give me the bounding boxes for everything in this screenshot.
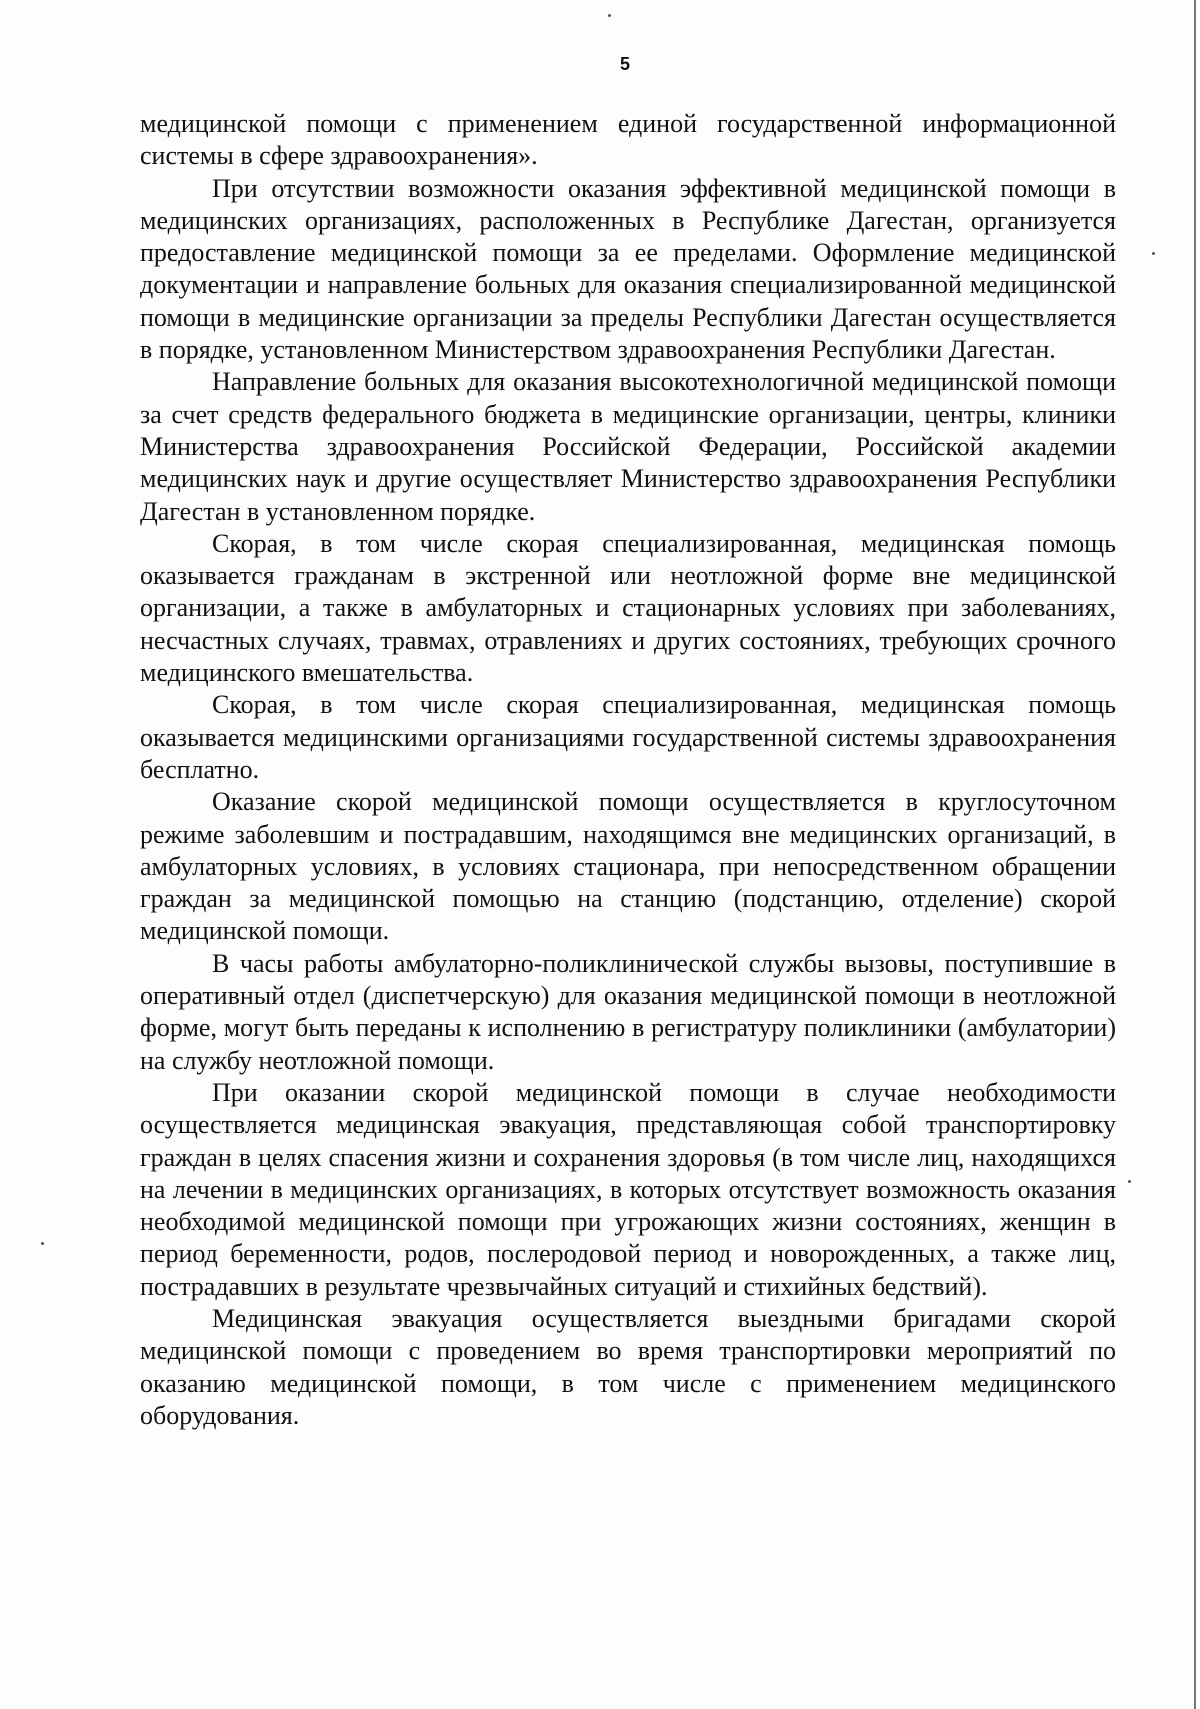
document-body — [140, 108, 1116, 1432]
paragraph: Направление больных для оказания высокотехнологичной медицинской помощи за счет средств федерального бюджета в медицинские организации, центры, клиники Министерства здравоохранения Российской Федерации, Российской академии медицинских наук и другие осуществляет Министерство здравоохранения Республики Дагестан в установленном порядке. — [140, 367, 1116, 526]
paragraph: медицинской помощи с применением единой государственной информационной системы в сфере здравоохранения». — [140, 109, 1116, 171]
paragraph: Скорая, в том числе скорая специализированная, медицинская помощь оказывается гражданам в экстренной или неотложной форме вне медицинской организации, а также в амбулаторных и стационарных условиях при заболеваниях, несчастных случаях, травмах, отравлениях и других состояниях, требующих срочного медицинского вмешательства. — [140, 528, 1116, 688]
scan-speck — [608, 14, 611, 17]
scan-speck — [1152, 252, 1155, 255]
paragraph: При оказании скорой медицинской помощи в случае необходимости осуществляется медицинская эвакуация, представляющая собой транспортировку граждан в целях спасения жизни и сохранения здоровья (в том числе лиц, находящихся на лечении в медицинских организациях, в которых отсутствует возможность оказания необходимой медицинской помощи при угрожающих жизни состояниях, женщин в период беременности, родов, послеродовой период и новорожденных, а также лиц, пострадавших в результате чрезвычайных ситуаций и стихийных бедствий). — [140, 1077, 1116, 1301]
page-number: 5 — [619, 54, 630, 74]
scan-speck — [41, 1242, 44, 1245]
paragraph: Оказание скорой медицинской помощи осуществляется в круглосуточном режиме заболевшим и пострадавшим, находящимся вне медицинских организаций, в амбулаторных условиях, в условиях стационара, при непосредственном обращении граждан за медицинской помощью на станцию (подстанцию, отделение) скорой медицинской помощи. — [140, 787, 1116, 946]
scan-speck — [1128, 1180, 1131, 1183]
paragraph: В часы работы амбулаторно-поликлинической службы вызовы, поступившие в оперативный отдел (диспетчерскую) для оказания медицинской помощи в неотложной форме, могут быть переданы к исполнению в регистратуру поликлиники (амбулатории) на службу неотложной помощи. — [140, 948, 1116, 1075]
scan-edge-line — [1194, 0, 1196, 1709]
paragraph: Скорая, в том числе скорая специализированная, медицинская помощь оказывается медицинскими организациями государственной системы здравоохранения бесплатно. — [140, 690, 1116, 784]
paragraph: При отсутствии возможности оказания эффективной медицинской помощи в медицинских организациях, расположенных в Республике Дагестан, организуется предоставление медицинской помощи за ее пределами. Оформление медицинской документации и направление больных для оказания специализированной медицинской помощи в медицинские организации за пределы Республики Дагестан осуществляется в порядке, установленном Министерством здравоохранения Республики Дагестан. — [140, 173, 1116, 365]
paragraph: Медицинская эвакуация осуществляется выездными бригадами скорой медицинской помощи с проведением во время транспортировки мероприятий по оказанию медицинской помощи, в том числе с применением медицинского оборудования. — [140, 1303, 1116, 1430]
